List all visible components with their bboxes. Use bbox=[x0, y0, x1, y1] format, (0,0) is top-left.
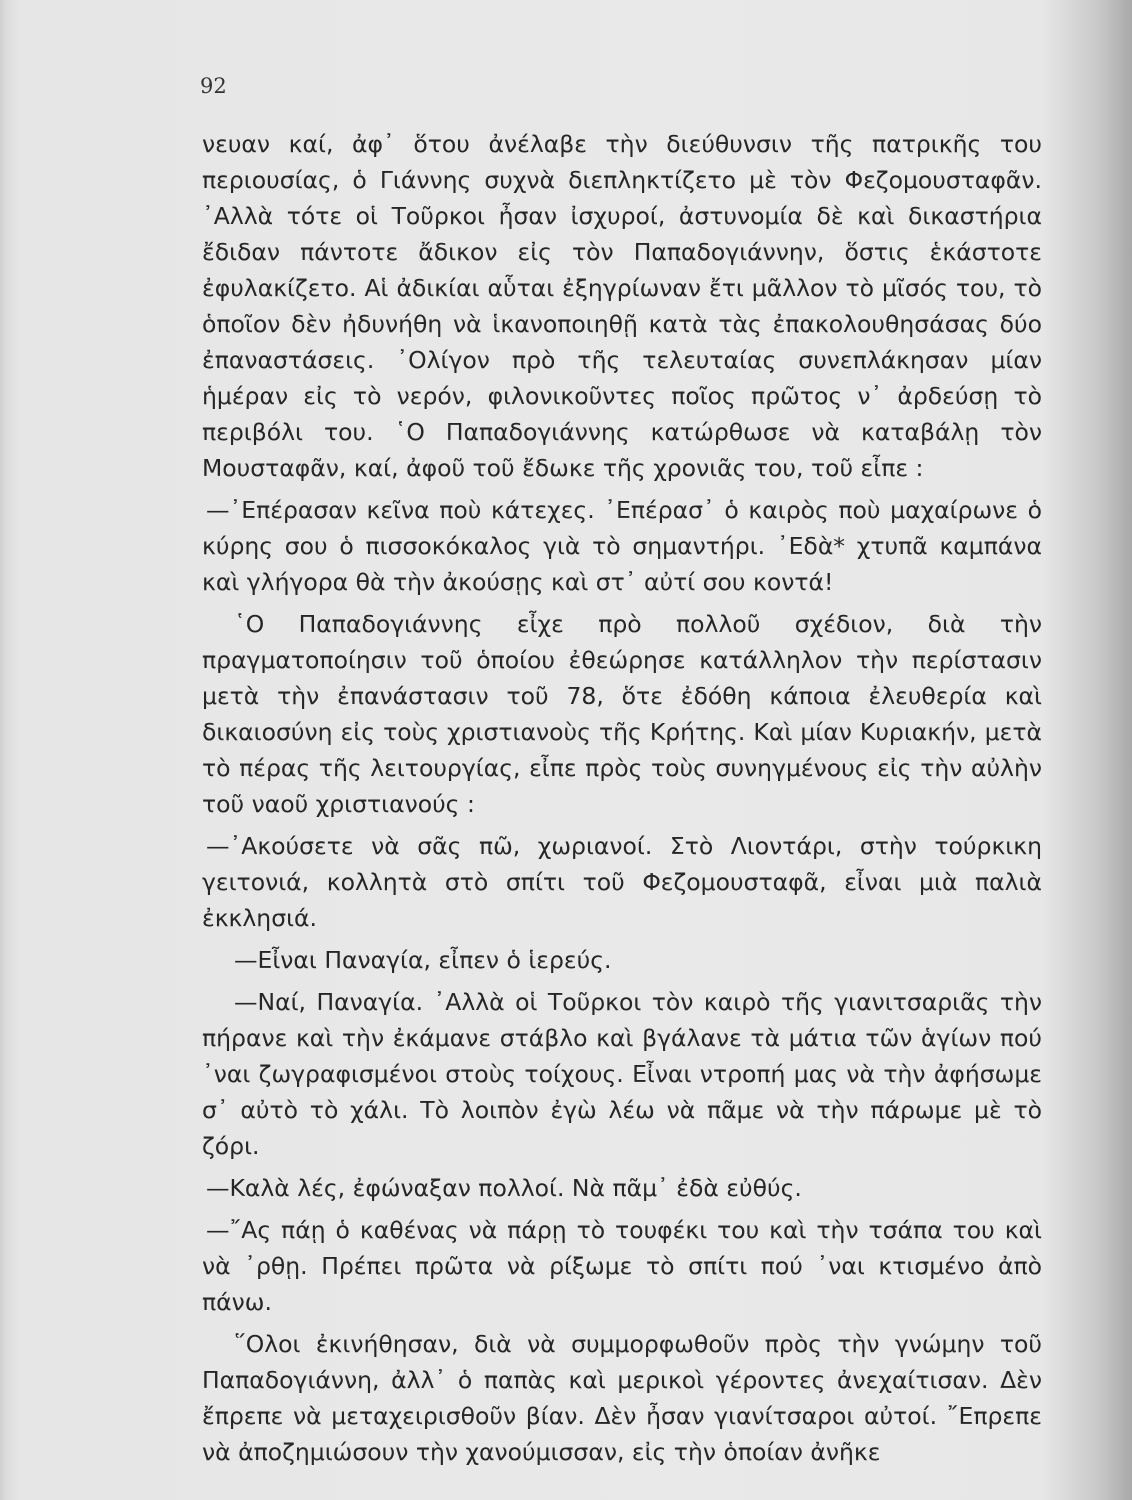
text-body bbox=[202, 126, 1042, 1476]
paragraph: ῾Ο Παπαδογιάννης εἶχε πρὸ πολλοῦ σχέδιον, διὰ τὴν πραγματοποίησιν τοῦ ὁποίου ἐθεώρησε κατάλληλον τὴν περίστασιν μετὰ τὴν ἐπανάστασιν τοῦ 78, ὅτε ἐδόθη κάποια ἐλευθερία καὶ δικαιοσύνη εἰς τοὺς χριστιανοὺς τῆς Κρήτης. Καὶ μίαν Κυριακήν, μετὰ τὸ πέρας τῆς λειτουργίας, εἶπε πρὸς τοὺς συνηγμένους εἰς τὴν αὐλὴν τοῦ ναοῦ χριστιανούς : bbox=[202, 610, 1042, 818]
dialogue-line: —᾿Ακούσετε νὰ σᾶς πῶ, χωριανοί. Στὸ Λιοντάρι, στὴν τούρκικη γειτονιά, κολλητὰ στὸ σπίτι τοῦ Φεζομουσταφᾶ, εἶναι μιὰ παλιὰ ἐκκλησιά. bbox=[202, 832, 1042, 932]
dialogue-line: —Εἶναι Παναγία, εἶπεν ὁ ἱερεύς. bbox=[234, 946, 612, 974]
dialogue-line: —῎Ας πάῃ ὁ καθένας νὰ πάρῃ τὸ τουφέκι του καὶ τὴν τσάπα του καὶ νὰ ᾿ρθῃ. Πρέπει πρῶτα νὰ ρίξωμε τὸ σπίτι πού ᾿ναι κτισμένο ἀπὸ πάνω. bbox=[202, 1216, 1042, 1316]
dialogue-line: —᾿Επέρασαν κεῖνα ποὺ κάτεχες. ᾿Επέρασ᾿ ὁ καιρὸς ποὺ μαχαίρωνε ὁ κύρης σου ὁ πισσοκόκαλος γιὰ τὸ σημαντήρι. ᾿Εδὰ* χτυπᾶ καμπάνα καὶ γλήγορα θὰ τὴν ἀκούσῃς καὶ στ᾿ αὐτί σου κοντά! bbox=[202, 496, 1042, 596]
dialogue-line: —Καλὰ λές, ἐφώναξαν πολλοί. Νὰ πᾶμ᾿ ἐδὰ εὐθύς. bbox=[206, 1174, 802, 1202]
paragraph: ῞Ολοι ἐκινήθησαν, διὰ νὰ συμμορφωθοῦν πρὸς τὴν γνώμην τοῦ Παπαδογιάννη, ἀλλ᾿ ὁ παπὰς καὶ μερικοὶ γέροντες ἀνεχαίτισαν. Δὲν ἔπρεπε νὰ μεταχειρισθοῦν βίαν. Δὲν ἦσαν γιανίτσαροι αὐτοί. ῎Επρεπε νὰ ἀποζημιώσουν τὴν χανούμισσαν, εἰς τὴν ὁποίαν ἀνῆκε bbox=[202, 1330, 1042, 1466]
paragraph-continued: νευαν καί, ἀφ᾿ ὅτου ἀνέλαβε τὴν διεύθυνσιν τῆς πατρικῆς του περιουσίας, ὁ Γιάννης συχνὰ διεπληκτίζετο μὲ τὸν Φεζομουσταφᾶν. ᾿Αλλὰ τότε οἱ Τοῦρκοι ἦσαν ἰσχυροί, ἀστυνομία δὲ καὶ δικαστήρια ἔδιδαν πάντοτε ἄδικον εἰς τὸν Παπαδογιάννην, ὅστις ἑκάστοτε ἐφυλακίζετο. Αἱ ἀδικίαι αὗται ἐξηγρίωναν ἔτι μᾶλλον τὸ μῖσός του, τὸ ὁποῖον δὲν ἠδυνήθη νὰ ἱκανοποιηθῇ κατὰ τὰς ἐπακολουθησάσας δύο ἐπαναστάσεις. ᾿Ολίγον πρὸ τῆς τελευταίας συνεπλάκησαν μίαν ἡμέραν εἰς τὸ νερόν, φιλονικοῦντες ποῖος πρῶτος ν᾿ ἀρδεύσῃ τὸ περιβόλι του. ῾Ο Παπαδογιάννης κατώρθωσε νὰ καταβάλῃ τὸν Μουσταφᾶν, καί, ἀφοῦ τοῦ ἔδωκε τῆς χρονιᾶς του, τοῦ εἶπε : bbox=[202, 130, 1042, 482]
page-number: 92 bbox=[200, 74, 227, 98]
dialogue-line: —Ναί, Παναγία. ᾿Αλλὰ οἱ Τοῦρκοι τὸν καιρὸ τῆς γιανιτσαριᾶς τὴν πήρανε καὶ τὴν ἐκάμανε στάβλο καὶ βγάλανε τὰ μάτια τῶν ἁγίων πού ᾿ναι ζωγραφισμένοι στοὺς τοίχους. Εἶναι ντροπή μας νὰ τὴν ἀφήσωμε σ᾿ αὐτὸ τὸ χάλι. Τὸ λοιπὸν ἐγὼ λέω νὰ πᾶμε νὰ τὴν πάρωμε μὲ τὸ ζόρι. bbox=[202, 988, 1042, 1160]
